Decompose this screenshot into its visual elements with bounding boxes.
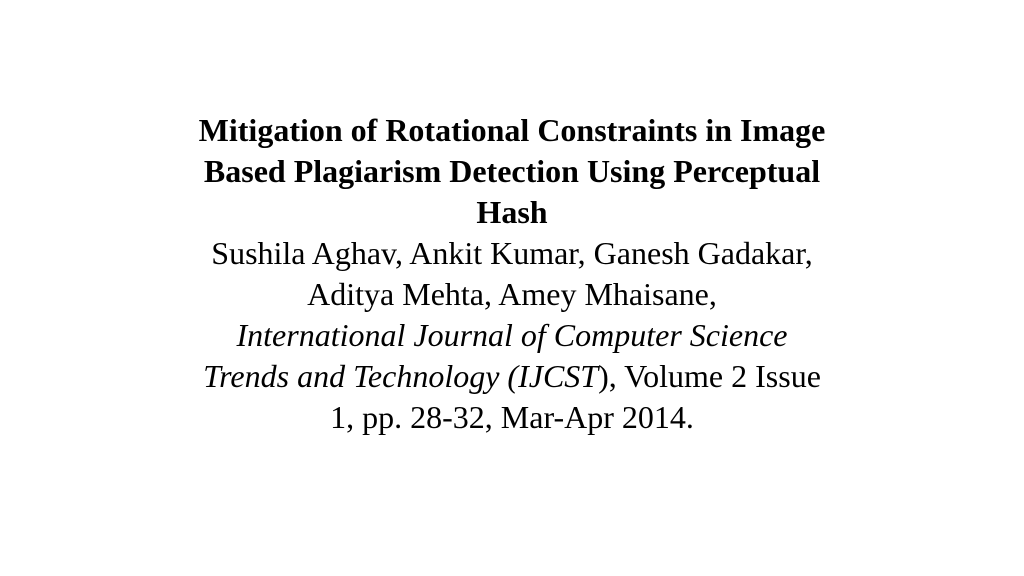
title-line-3: Hash [476,194,548,230]
journal-line-2 [112,356,912,397]
journal-name-italic: Trends and Technology (IJCST [203,358,599,394]
authors [112,233,912,315]
citation-block [112,110,912,438]
volume-issue: ), Volume 2 Issue [598,358,821,394]
title-line-2: Based Plagiarism Detection Using Perceptual [203,153,821,189]
authors-line-2: Aditya Mehta, Amey Mhaisane, [307,276,717,312]
paper-title [112,110,912,233]
journal-line-1: International Journal of Computer Science [236,317,788,353]
title-line-1: Mitigation of Rotational Constraints in Image [198,112,826,148]
journal-reference [112,315,912,438]
authors-line-1: Sushila Aghav, Ankit Kumar, Ganesh Gadakar, [211,235,813,271]
pages-date: 1, pp. 28-32, Mar-Apr 2014. [330,399,694,435]
